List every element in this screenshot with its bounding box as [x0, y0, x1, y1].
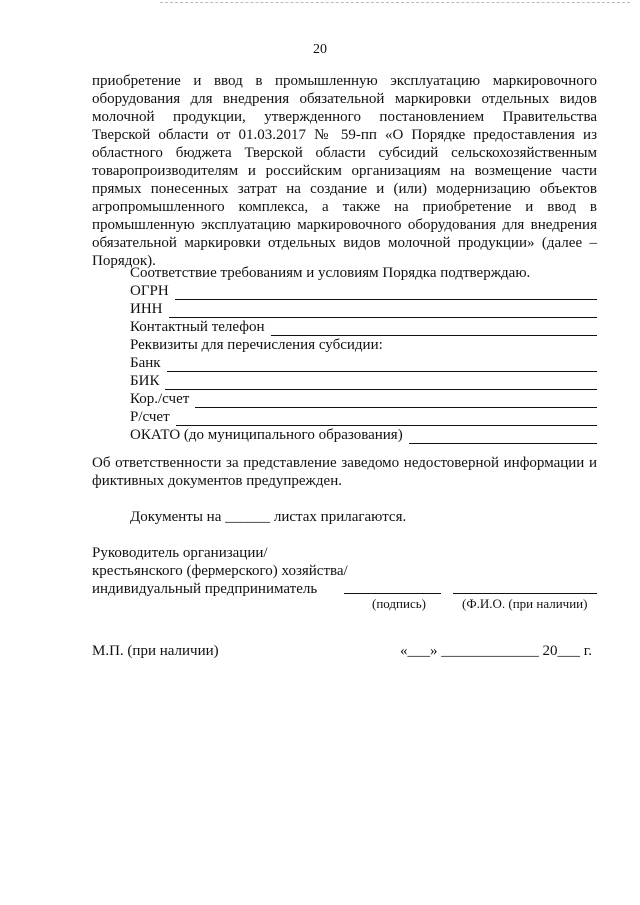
account-blank-line[interactable] — [176, 411, 597, 426]
signatory-line-3: индивидуальный предприниматель — [92, 581, 318, 597]
date-line — [400, 642, 592, 660]
date-year-suffix: г. — [583, 643, 592, 659]
date-year-blank[interactable]: ___ — [557, 643, 580, 659]
scan-top-edge — [160, 2, 630, 4]
intro-paragraph: приобретение и ввод в промышленную эксплуатацию маркировочного оборудования для внедрения обязательной маркировки отдельных видов молочной продукции, утвержденного постановлением Правительства Тверской области от 01.03.2017 № 59-пп «О Порядке предоставления из областного бюджета Тверской области субсидий сельскохозяйственным товаропроизводителям и российским организациям на возмещение части прямых понесенных затрат на создание и (или) модернизацию объектов агропромышленного комплекса, а также на приобретение и ввод в промышленную эксплуатацию маркировочного оборудования для внедрения обязательной маркировки отдельных видов молочной продукции» (далее – Порядок). — [92, 73, 597, 269]
bik-blank-line[interactable] — [165, 375, 597, 390]
stamp-label: М.П. (при наличии) — [92, 643, 219, 659]
documents-line — [130, 508, 406, 526]
confirmation-text: Соответствие требованиям и условиям Порядка подтверждаю. — [130, 265, 531, 281]
full-name-blank-line[interactable] — [453, 593, 597, 594]
signatory-line-1: Руководитель организации/ — [92, 545, 268, 561]
inn-blank-line[interactable] — [169, 303, 598, 318]
okato-label: ОКАТО (до муниципального образования) — [130, 427, 403, 443]
signature-blank-line[interactable] — [344, 593, 441, 594]
bik-label: БИК — [130, 373, 160, 389]
phone-blank-line[interactable] — [271, 321, 598, 336]
liability-paragraph: Об ответственности за представление заведомо недостоверной информации и фиктивных документов предупрежден. — [92, 455, 597, 489]
kor-account-field[interactable] — [130, 390, 597, 408]
requisites-heading: Реквизиты для перечисления субсидии: — [130, 337, 383, 353]
date-month-blank[interactable]: _____________ — [441, 643, 539, 659]
signature-caption: (подпись) — [372, 596, 426, 611]
date-close-quote: » — [430, 643, 438, 659]
phone-field[interactable] — [130, 318, 597, 336]
okato-field[interactable] — [130, 426, 597, 444]
date-day-blank[interactable]: ___ — [407, 643, 430, 659]
ogrn-blank-line[interactable] — [175, 285, 597, 300]
bank-label: Банк — [130, 355, 161, 371]
documents-prefix: Документы на — [130, 509, 222, 525]
documents-suffix: листах прилагаются. — [273, 509, 407, 525]
bik-field[interactable] — [130, 372, 597, 390]
okato-blank-line[interactable] — [409, 429, 597, 444]
ogrn-label: ОГРН — [130, 283, 169, 299]
kor-account-blank-line[interactable] — [195, 393, 597, 408]
bank-blank-line[interactable] — [167, 357, 597, 372]
date-year-prefix: 20 — [542, 643, 558, 659]
account-label: Р/счет — [130, 409, 170, 425]
inn-field[interactable] — [130, 300, 597, 318]
bank-field[interactable] — [130, 354, 597, 372]
page-number: 20 — [313, 42, 327, 57]
signatory-line-2: крестьянского (фермерского) хозяйства/ — [92, 563, 348, 579]
account-field[interactable] — [130, 408, 597, 426]
phone-label: Контактный телефон — [130, 319, 265, 335]
full-name-caption: (Ф.И.О. (при наличии) — [462, 596, 588, 611]
kor-account-label: Кор./счет — [130, 391, 190, 407]
ogrn-field[interactable] — [130, 282, 597, 300]
inn-label: ИНН — [130, 301, 163, 317]
documents-count-blank[interactable]: ______ — [225, 509, 271, 525]
date-open-quote: « — [400, 643, 408, 659]
